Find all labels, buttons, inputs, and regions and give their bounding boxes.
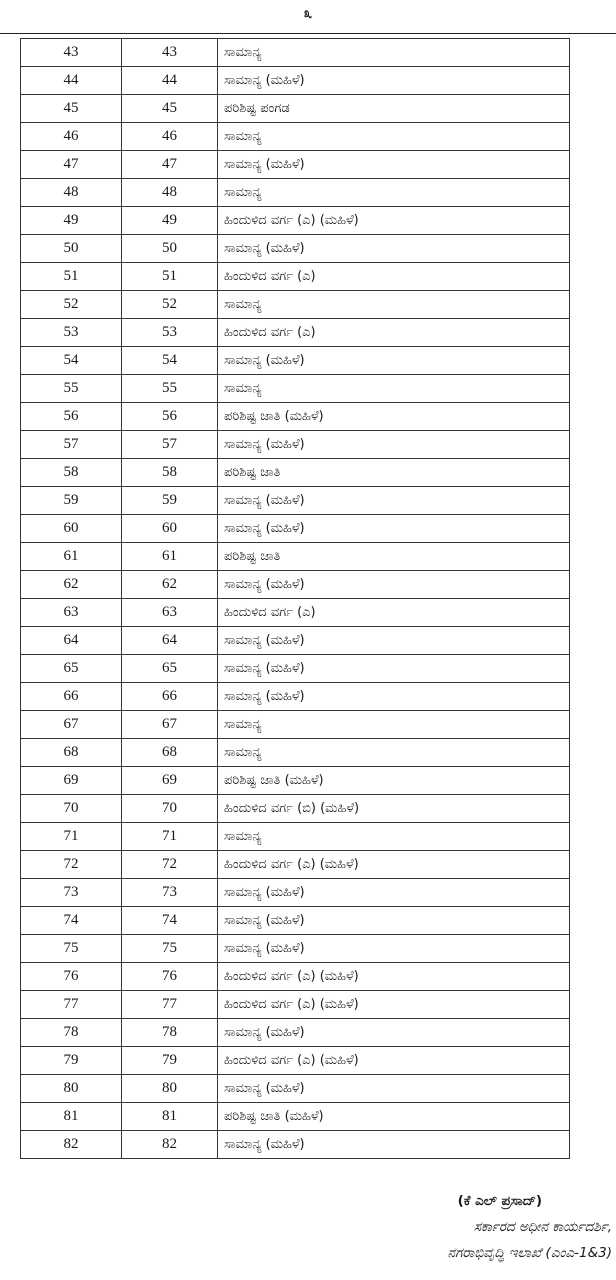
reservation-category-cell: ಸಾಮಾನ್ಯ (ಮಹಿಳೆ): [218, 67, 570, 95]
table-row: [21, 39, 570, 67]
serial-number-cell: 65: [21, 655, 122, 683]
ward-number-cell: 51: [122, 263, 218, 291]
table-row: [21, 907, 570, 935]
table-row: [21, 263, 570, 291]
table-row: [21, 739, 570, 767]
table-row: [21, 963, 570, 991]
reservation-category-cell: ಸಾಮಾನ್ಯ: [218, 291, 570, 319]
serial-number-cell: 64: [21, 627, 122, 655]
table-row: [21, 515, 570, 543]
table-row: [21, 179, 570, 207]
table-row: [21, 319, 570, 347]
serial-number-cell: 47: [21, 151, 122, 179]
table-row: [21, 95, 570, 123]
ward-number-cell: 47: [122, 151, 218, 179]
reservation-category-cell: ಸಾಮಾನ್ಯ (ಮಹಿಳೆ): [218, 627, 570, 655]
reservation-table: [20, 38, 570, 1159]
table-row: [21, 67, 570, 95]
header-rule: [0, 33, 616, 34]
reservation-category-cell: ಪರಿಶಿಷ್ಟ ಜಾತಿ (ಮಹಿಳೆ): [218, 1103, 570, 1131]
reservation-category-cell: ಸಾಮಾನ್ಯ: [218, 123, 570, 151]
ward-number-cell: 54: [122, 347, 218, 375]
reservation-category-cell: ಸಾಮಾನ್ಯ (ಮಹಿಳೆ): [218, 1019, 570, 1047]
reservation-category-cell: ಪರಿಶಿಷ್ಟ ಪಂಗಡ: [218, 95, 570, 123]
table-row: [21, 543, 570, 571]
serial-number-cell: 55: [21, 375, 122, 403]
serial-number-cell: 50: [21, 235, 122, 263]
table-row: [21, 403, 570, 431]
ward-number-cell: 45: [122, 95, 218, 123]
reservation-category-cell: ಹಿಂದುಳಿದ ವರ್ಗ (ಎ): [218, 263, 570, 291]
serial-number-cell: 51: [21, 263, 122, 291]
ward-number-cell: 64: [122, 627, 218, 655]
reservation-category-cell: ಹಿಂದುಳಿದ ವರ್ಗ (ಎ) (ಮಹಿಳೆ): [218, 207, 570, 235]
reservation-category-cell: ಸಾಮಾನ್ಯ: [218, 375, 570, 403]
ward-number-cell: 75: [122, 935, 218, 963]
reservation-category-cell: ಸಾಮಾನ್ಯ (ಮಹಿಳೆ): [218, 347, 570, 375]
serial-number-cell: 69: [21, 767, 122, 795]
signature-block: [448, 1188, 612, 1266]
table-row: [21, 431, 570, 459]
reservation-category-cell: ಹಿಂದುಳಿದ ವರ್ಗ (ಎ) (ಮಹಿಳೆ): [218, 1047, 570, 1075]
signatory-name: (ಕೆ ಎಲ್ ಪ್ರಸಾದ್): [457, 1193, 542, 1209]
table-row: [21, 767, 570, 795]
ward-number-cell: 52: [122, 291, 218, 319]
table-row: [21, 879, 570, 907]
serial-number-cell: 67: [21, 711, 122, 739]
serial-number-cell: 52: [21, 291, 122, 319]
ward-number-cell: 46: [122, 123, 218, 151]
serial-number-cell: 80: [21, 1075, 122, 1103]
serial-number-cell: 73: [21, 879, 122, 907]
serial-number-cell: 60: [21, 515, 122, 543]
table-row: [21, 1075, 570, 1103]
serial-number-cell: 59: [21, 487, 122, 515]
ward-number-cell: 44: [122, 67, 218, 95]
serial-number-cell: 49: [21, 207, 122, 235]
table-row: [21, 123, 570, 151]
serial-number-cell: 81: [21, 1103, 122, 1131]
table-row: [21, 235, 570, 263]
table-row: [21, 459, 570, 487]
reservation-category-cell: ಪರಿಶಿಷ್ಟ ಜಾತಿ (ಮಹಿಳೆ): [218, 767, 570, 795]
reservation-category-cell: ಸಾಮಾನ್ಯ (ಮಹಿಳೆ): [218, 431, 570, 459]
reservation-category-cell: ಸಾಮಾನ್ಯ (ಮಹಿಳೆ): [218, 515, 570, 543]
reservation-category-cell: ಸಾಮಾನ್ಯ (ಮಹಿಳೆ): [218, 879, 570, 907]
ward-number-cell: 77: [122, 991, 218, 1019]
table-row: [21, 487, 570, 515]
table-row: [21, 683, 570, 711]
ward-number-cell: 48: [122, 179, 218, 207]
ward-number-cell: 71: [122, 823, 218, 851]
ward-number-cell: 68: [122, 739, 218, 767]
serial-number-cell: 53: [21, 319, 122, 347]
reservation-category-cell: ಸಾಮಾನ್ಯ (ಮಹಿಳೆ): [218, 655, 570, 683]
serial-number-cell: 43: [21, 39, 122, 67]
serial-number-cell: 72: [21, 851, 122, 879]
serial-number-cell: 63: [21, 599, 122, 627]
ward-number-cell: 79: [122, 1047, 218, 1075]
serial-number-cell: 77: [21, 991, 122, 1019]
serial-number-cell: 82: [21, 1131, 122, 1159]
signatory-department: ನಗರಾಭಿವೃದ್ಧಿ ಇಲಾಖೆ (ಎಂಎ-1&3): [447, 1245, 612, 1261]
serial-number-cell: 46: [21, 123, 122, 151]
serial-number-cell: 57: [21, 431, 122, 459]
reservation-category-cell: ಸಾಮಾನ್ಯ (ಮಹಿಳೆ): [218, 935, 570, 963]
table-row: [21, 207, 570, 235]
reservation-category-cell: ಹಿಂದುಳಿದ ವರ್ಗ (ಎ): [218, 319, 570, 347]
serial-number-cell: 78: [21, 1019, 122, 1047]
serial-number-cell: 61: [21, 543, 122, 571]
serial-number-cell: 44: [21, 67, 122, 95]
ward-number-cell: 61: [122, 543, 218, 571]
serial-number-cell: 45: [21, 95, 122, 123]
table-row: [21, 795, 570, 823]
table-row: [21, 1103, 570, 1131]
reservation-category-cell: ಸಾಮಾನ್ಯ (ಮಹಿಳೆ): [218, 571, 570, 599]
serial-number-cell: 68: [21, 739, 122, 767]
table-row: [21, 1019, 570, 1047]
ward-number-cell: 65: [122, 655, 218, 683]
reservation-category-cell: ಸಾಮಾನ್ಯ: [218, 739, 570, 767]
table-body: [21, 39, 570, 1159]
table-row: [21, 1047, 570, 1075]
ward-number-cell: 81: [122, 1103, 218, 1131]
ward-number-cell: 50: [122, 235, 218, 263]
reservation-category-cell: ಹಿಂದುಳಿದ ವರ್ಗ (ಎ) (ಮಹಿಳೆ): [218, 991, 570, 1019]
ward-number-cell: 72: [122, 851, 218, 879]
serial-number-cell: 71: [21, 823, 122, 851]
serial-number-cell: 56: [21, 403, 122, 431]
ward-number-cell: 73: [122, 879, 218, 907]
ward-number-cell: 59: [122, 487, 218, 515]
serial-number-cell: 62: [21, 571, 122, 599]
reservation-category-cell: ಸಾಮಾನ್ಯ: [218, 711, 570, 739]
signatory-designation: ಸರ್ಕಾರದ ಅಧೀನ ಕಾರ್ಯದರ್ಶಿ,: [473, 1219, 612, 1235]
table-row: [21, 627, 570, 655]
reservation-category-cell: ಸಾಮಾನ್ಯ: [218, 179, 570, 207]
ward-number-cell: 63: [122, 599, 218, 627]
serial-number-cell: 75: [21, 935, 122, 963]
ward-number-cell: 58: [122, 459, 218, 487]
table-row: [21, 823, 570, 851]
reservation-category-cell: ಸಾಮಾನ್ಯ (ಮಹಿಳೆ): [218, 1131, 570, 1159]
ward-number-cell: 43: [122, 39, 218, 67]
reservation-category-cell: ಪರಿಶಿಷ್ಟ ಜಾತಿ (ಮಹಿಳೆ): [218, 403, 570, 431]
ward-number-cell: 56: [122, 403, 218, 431]
reservation-category-cell: ಸಾಮಾನ್ಯ (ಮಹಿಳೆ): [218, 683, 570, 711]
reservation-category-cell: ಹಿಂದುಳಿದ ವರ್ಗ (ಎ) (ಮಹಿಳೆ): [218, 963, 570, 991]
reservation-category-cell: ಸಾಮಾನ್ಯ (ಮಹಿಳೆ): [218, 487, 570, 515]
reservation-category-cell: ಸಾಮಾನ್ಯ (ಮಹಿಳೆ): [218, 151, 570, 179]
page-number: ೩: [303, 4, 313, 22]
reservation-category-cell: ಸಾಮಾನ್ಯ: [218, 823, 570, 851]
serial-number-cell: 74: [21, 907, 122, 935]
table-row: [21, 711, 570, 739]
table-row: [21, 851, 570, 879]
reservation-category-cell: ಪರಿಶಿಷ್ಟ ಜಾತಿ: [218, 543, 570, 571]
ward-number-cell: 67: [122, 711, 218, 739]
serial-number-cell: 58: [21, 459, 122, 487]
reservation-category-cell: ಹಿಂದುಳಿದ ವರ್ಗ (ಬಿ) (ಮಹಿಳೆ): [218, 795, 570, 823]
serial-number-cell: 79: [21, 1047, 122, 1075]
ward-number-cell: 55: [122, 375, 218, 403]
serial-number-cell: 70: [21, 795, 122, 823]
table-row: [21, 291, 570, 319]
reservation-category-cell: ಪರಿಶಿಷ್ಟ ಜಾತಿ: [218, 459, 570, 487]
table-row: [21, 991, 570, 1019]
serial-number-cell: 54: [21, 347, 122, 375]
serial-number-cell: 76: [21, 963, 122, 991]
reservation-category-cell: ಹಿಂದುಳಿದ ವರ್ಗ (ಎ) (ಮಹಿಳೆ): [218, 851, 570, 879]
ward-number-cell: 74: [122, 907, 218, 935]
ward-number-cell: 53: [122, 319, 218, 347]
ward-number-cell: 70: [122, 795, 218, 823]
ward-number-cell: 78: [122, 1019, 218, 1047]
ward-number-cell: 80: [122, 1075, 218, 1103]
table-row: [21, 375, 570, 403]
reservation-category-cell: ಸಾಮಾನ್ಯ (ಮಹಿಳೆ): [218, 235, 570, 263]
reservation-category-cell: ಸಾಮಾನ್ಯ (ಮಹಿಳೆ): [218, 1075, 570, 1103]
ward-number-cell: 82: [122, 1131, 218, 1159]
ward-number-cell: 60: [122, 515, 218, 543]
serial-number-cell: 66: [21, 683, 122, 711]
reservation-category-cell: ಸಾಮಾನ್ಯ (ಮಹಿಳೆ): [218, 907, 570, 935]
table-row: [21, 655, 570, 683]
table-row: [21, 571, 570, 599]
ward-number-cell: 62: [122, 571, 218, 599]
ward-number-cell: 69: [122, 767, 218, 795]
table-row: [21, 347, 570, 375]
ward-number-cell: 57: [122, 431, 218, 459]
reservation-category-cell: ಹಿಂದುಳಿದ ವರ್ಗ (ಎ): [218, 599, 570, 627]
table-row: [21, 151, 570, 179]
ward-number-cell: 49: [122, 207, 218, 235]
ward-number-cell: 66: [122, 683, 218, 711]
table-row: [21, 1131, 570, 1159]
ward-number-cell: 76: [122, 963, 218, 991]
table-row: [21, 935, 570, 963]
reservation-category-cell: ಸಾಮಾನ್ಯ: [218, 39, 570, 67]
serial-number-cell: 48: [21, 179, 122, 207]
table-row: [21, 599, 570, 627]
